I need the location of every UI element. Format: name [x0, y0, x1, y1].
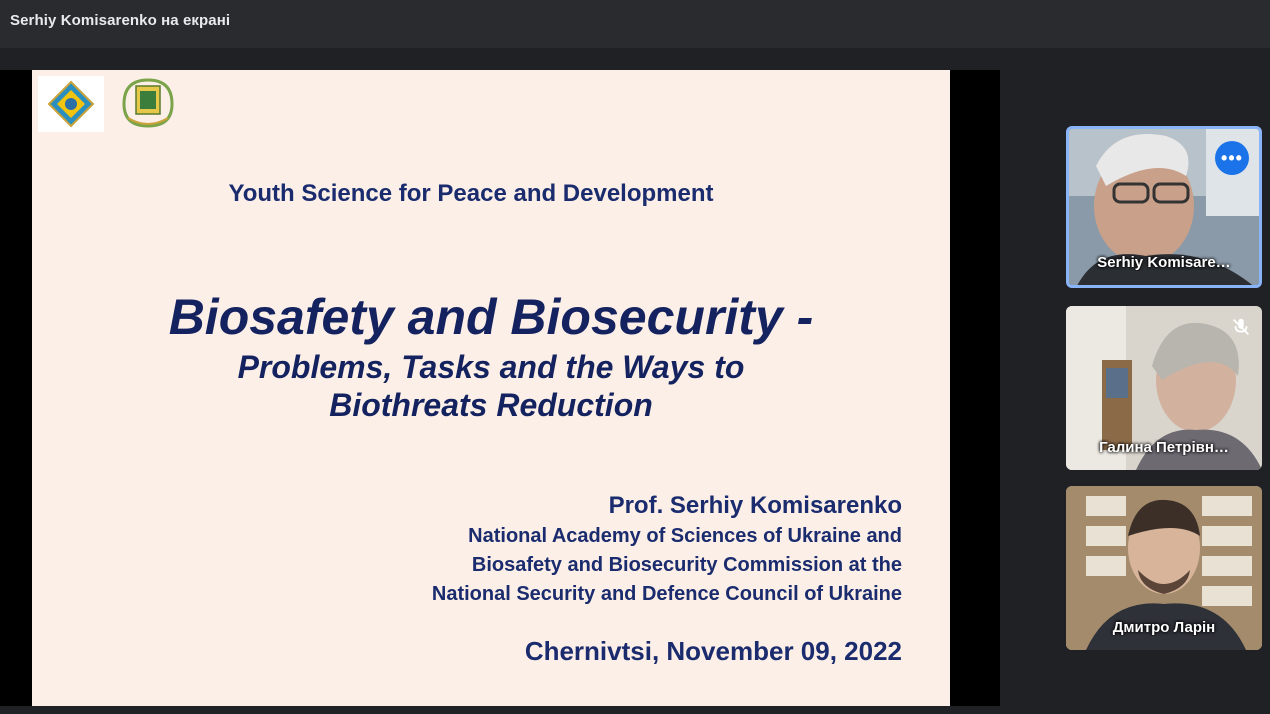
top-bar	[0, 0, 1270, 48]
presentation-slide	[32, 70, 950, 706]
affiliation-line-1: National Academy of Sciences of Ukraine and	[468, 525, 902, 547]
slide-title: Biosafety and Biosecurity -	[168, 289, 814, 345]
participant-tile-2[interactable]	[1066, 306, 1262, 470]
participant-tile-1[interactable]	[1066, 126, 1262, 288]
place-date: Chernivtsi, November 09, 2022	[524, 636, 902, 666]
mic-off-icon	[1230, 316, 1252, 338]
author-block	[432, 490, 902, 609]
slide-subtitle	[32, 348, 950, 424]
conference-title: Youth Science for Peace and Development	[228, 180, 714, 207]
participant-tile-3[interactable]	[1066, 486, 1262, 650]
affiliation-line-3: National Security and Defence Council of Ukraine	[431, 583, 902, 605]
more-options-button[interactable]	[1215, 141, 1249, 175]
affiliation-line-2: Biosafety and Biosecurity Commission at the	[471, 554, 902, 576]
presenter-label: Serhiy Komisarenko на екрані	[10, 12, 231, 29]
author-name: Prof. Serhiy Komisarenko	[608, 492, 902, 519]
more-horiz-icon: •••	[1221, 147, 1243, 168]
screen-share-stage	[0, 70, 1000, 706]
participant-name: Serhiy Komisare…	[1097, 254, 1231, 271]
subtitle-line-2: Biothreats Reduction	[329, 387, 653, 423]
participant-name: Галина Петрівн…	[1099, 439, 1229, 456]
subtitle-line-1: Problems, Tasks and the Ways to	[237, 349, 745, 385]
nasu-logo-icon	[38, 76, 104, 132]
participant-name: Дмитро Ларін	[1112, 619, 1216, 636]
university-emblem-icon	[116, 72, 180, 132]
